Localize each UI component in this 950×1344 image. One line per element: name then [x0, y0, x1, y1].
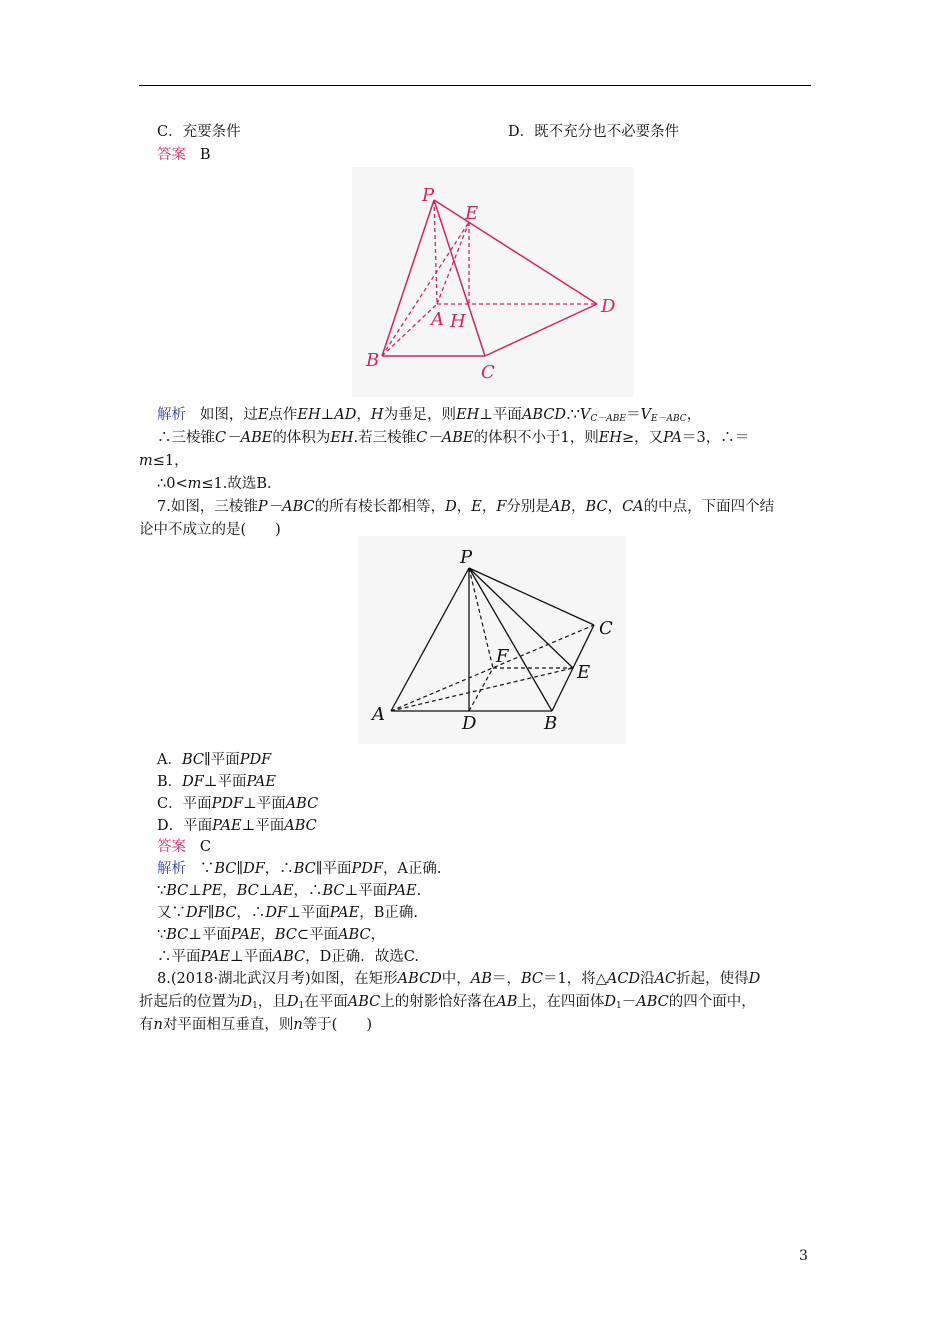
- q7-line2: 论中不成立的是( ): [139, 522, 281, 538]
- edge-pa: [391, 568, 469, 711]
- figure-1-svg: [352, 167, 634, 397]
- label-c: C: [481, 362, 495, 383]
- edge-cd: [485, 304, 597, 356]
- solution6-line2: ∴三棱锥C－ABE的体积为EH.若三棱锥C－ABE的体积不小于1，则EH≥，又PA＝3，∴＝: [157, 430, 750, 446]
- solution-label: 解析: [157, 861, 186, 877]
- figure-pyramid-pabcd: [352, 167, 634, 397]
- edge-pb: [382, 200, 434, 356]
- label-p: P: [460, 547, 473, 568]
- option-c-prev: C．充要条件: [157, 124, 241, 140]
- solution7-line2: ∵BC⊥PE，BC⊥AE，∴BC⊥平面PAE.: [157, 883, 422, 899]
- solution7-line3: 又∵DF∥BC，∴DF⊥平面PAE，B正确.: [157, 905, 418, 921]
- solution6-line4: ∴0<m≤1.故选B.: [157, 476, 272, 492]
- solution6-line3: m≤1，: [139, 453, 189, 469]
- solution7-line1: 解析 ∵BC∥DF，∴BC∥平面PDF，A正确.: [157, 861, 442, 877]
- segment-pf: [469, 568, 493, 668]
- solution6-line1: 解析 如图，过E点作EH⊥AD，H为垂足，则EH⊥平面$ABCD.\because V_{C-ABE}=V_{E-ABC}$，: [157, 407, 702, 424]
- answer-label: 答案: [157, 147, 186, 163]
- edge-pe: [469, 568, 573, 668]
- answer-label: 答案: [157, 839, 186, 855]
- solution-label: 解析: [157, 407, 186, 423]
- q8-line3: 有n对平面相互垂直，则n等于( ): [139, 1017, 373, 1033]
- label-p: P: [422, 185, 435, 206]
- label-b: B: [366, 350, 380, 371]
- edge-pc: [469, 568, 594, 625]
- label-e: E: [465, 203, 479, 224]
- edge-pd: [434, 200, 597, 304]
- answer-7: [157, 838, 211, 856]
- segment-df: [469, 668, 493, 711]
- label-a: A: [372, 704, 385, 725]
- label-e: E: [577, 662, 591, 683]
- solution7-line4: ∵BC⊥平面PAE，BC⊂平面ABC，: [157, 927, 386, 943]
- q7-option-a: A．BC∥平面PDF: [157, 752, 272, 768]
- solution7-line5: ∴平面PAE⊥平面ABC，D正确．故选C.: [157, 949, 419, 965]
- q7-line1: 7.如图，三棱锥P－ABC的所有棱长都相等，D，E，F分别是AB，BC，CA的中点，下面四个结: [157, 499, 775, 515]
- label-b: B: [544, 713, 558, 734]
- answer-value: B: [199, 147, 211, 163]
- answer-6: [157, 146, 210, 164]
- answer-value: C: [199, 839, 211, 855]
- q7-option-d: D．平面PAE⊥平面ABC: [157, 818, 317, 834]
- segment-be: [382, 222, 469, 356]
- edge-pa: [434, 200, 437, 304]
- q7-option-c: C．平面PDF⊥平面ABC: [157, 796, 319, 812]
- page-number: 3: [799, 1248, 808, 1264]
- label-c: C: [599, 618, 613, 639]
- figure-2-svg: [358, 536, 626, 744]
- figure-tetrahedron-pabc: [358, 536, 626, 744]
- label-d: D: [601, 296, 616, 317]
- label-h: H: [450, 311, 466, 332]
- q8-line1: 8.(2018·湖北武汉月考)如图，在矩形ABCD中，AB＝，BC＝1，将△ACD沿AC折起，使得D: [157, 971, 761, 987]
- q8-line2: 折起后的位置为$D_1$，且$D_1$在平面ABC上的射影恰好落在AB上，在四面体$D_1-ABC$的四个面中，: [139, 994, 756, 1011]
- segment-ae: [391, 668, 573, 711]
- header-rule: [139, 85, 811, 86]
- option-d-prev: D．既不充分也不必要条件: [508, 124, 680, 140]
- label-a: A: [431, 309, 444, 330]
- label-f: F: [496, 646, 509, 667]
- q7-option-b: B．DF⊥平面PAE: [157, 774, 276, 790]
- label-d: D: [462, 713, 477, 734]
